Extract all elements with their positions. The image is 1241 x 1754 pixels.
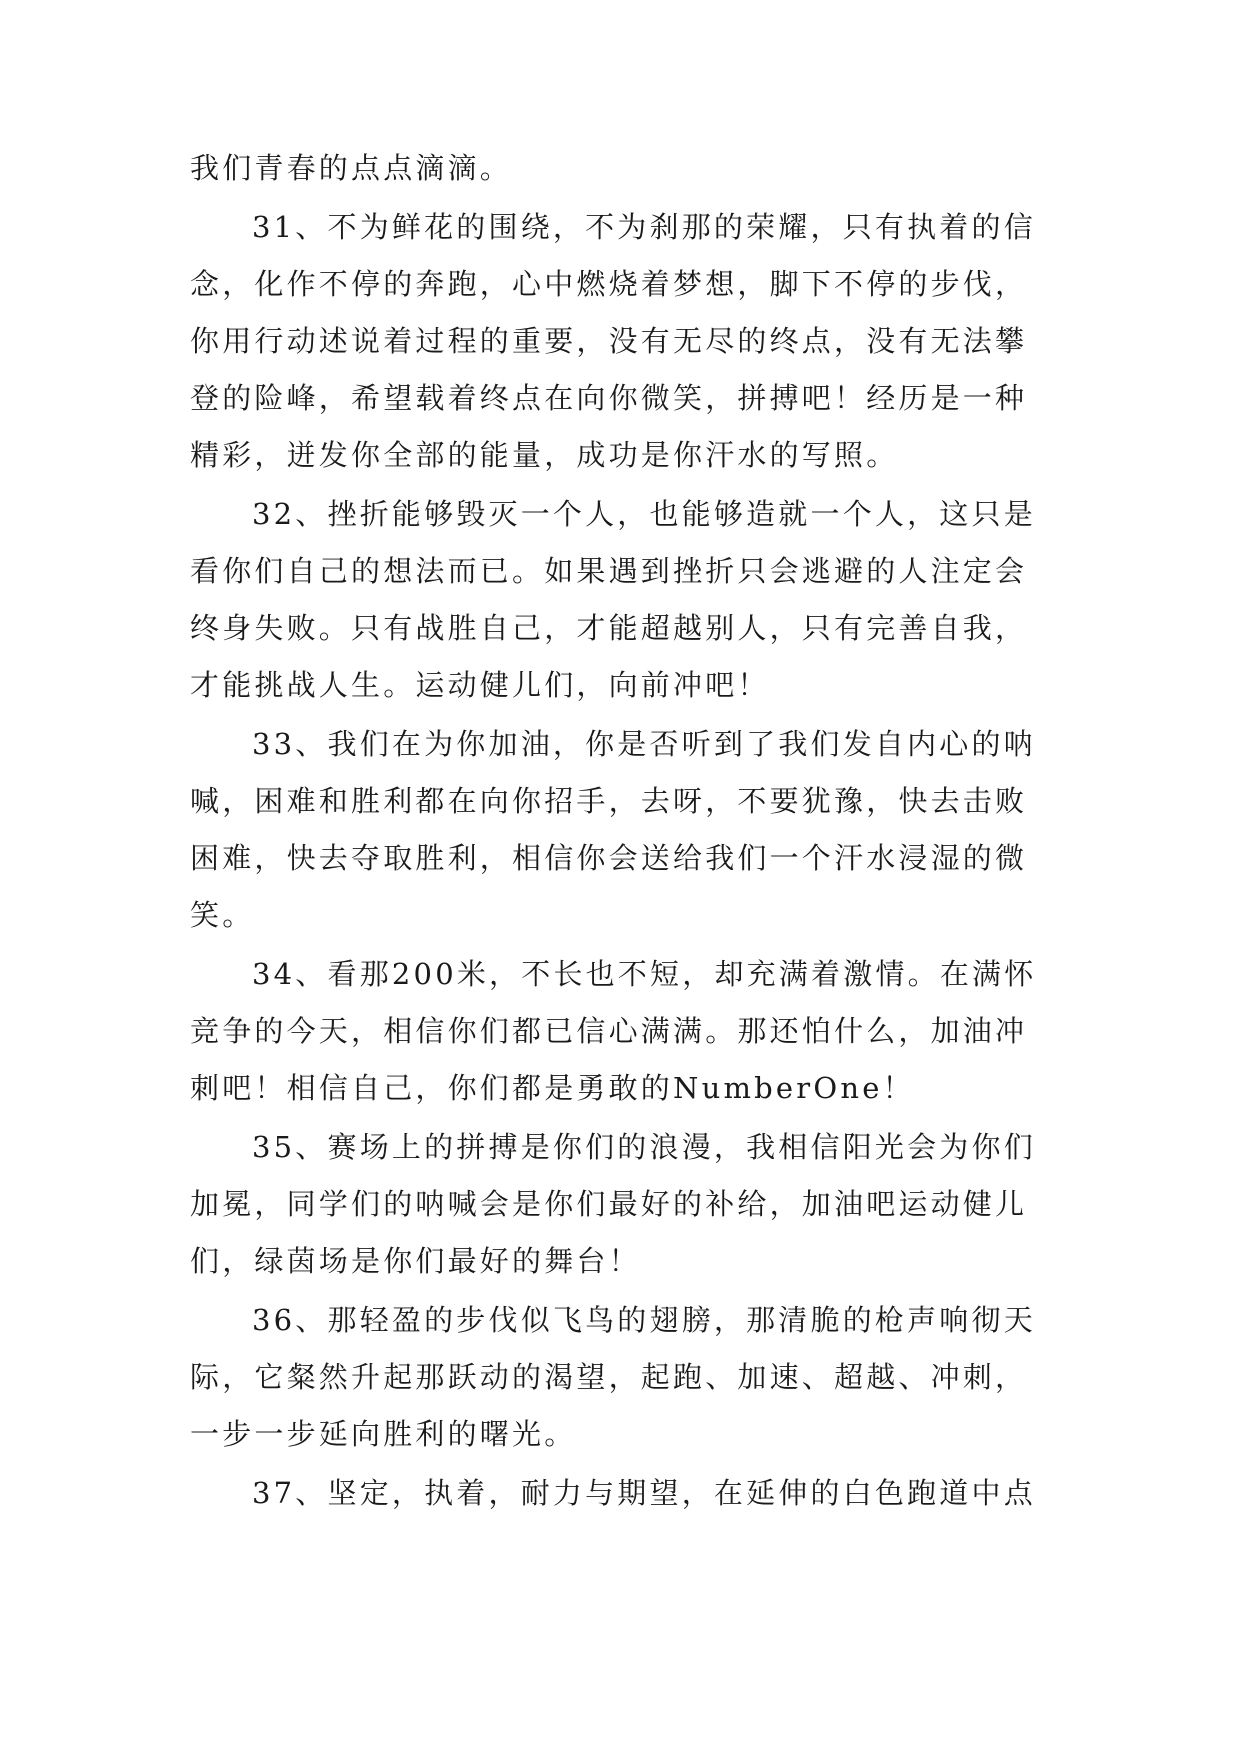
text-line: 困难，快去夺取胜利，相信你会送给我们一个汗水浸湿的微: [190, 841, 1028, 875]
paragraph-35-first-line: 35、赛场上的拼搏是你们的浪漫，我相信阳光会为你们: [252, 1130, 1036, 1164]
paragraph-31-first-line: 31、不为鲜花的围绕，不为刹那的荣耀，只有执着的信: [252, 210, 1036, 244]
text-line: 笑。: [190, 898, 255, 932]
text-line: 登的险峰，希望载着终点在向你微笑，拼搏吧！经历是一种: [190, 381, 1028, 415]
text-line: 喊，困难和胜利都在向你招手，去呀，不要犹豫，快去击败: [190, 784, 1028, 818]
paragraph-32-first-line: 32、挫折能够毁灭一个人，也能够造就一个人，这只是: [252, 497, 1036, 531]
text-line: 念，化作不停的奔跑，心中燃烧着梦想，脚下不停的步伐，: [190, 267, 1028, 301]
text-line: 一步一步延向胜利的曙光。: [190, 1417, 577, 1451]
text-line: 精彩，迸发你全部的能量，成功是你汗水的写照。: [190, 438, 899, 472]
paragraph-33-first-line: 33、我们在为你加油，你是否听到了我们发自内心的呐: [252, 727, 1036, 761]
text-line: 刺吧！相信自己，你们都是勇敢的NumberOne！: [190, 1071, 915, 1105]
text-line: 竞争的今天，相信你们都已信心满满。那还怕什么，加油冲: [190, 1014, 1028, 1048]
text-line: 加冕，同学们的呐喊会是你们最好的补给，加油吧运动健儿: [190, 1187, 1028, 1221]
text-line: 际，它粲然升起那跃动的渴望，起跑、加速、超越、冲刺，: [190, 1360, 1028, 1394]
text-line: 们，绿茵场是你们最好的舞台！: [190, 1244, 641, 1278]
paragraph-36-first-line: 36、那轻盈的步伐似飞鸟的翅膀，那清脆的枪声响彻天: [252, 1303, 1036, 1337]
text-line: 你用行动述说着过程的重要，没有无尽的终点，没有无法攀: [190, 324, 1028, 358]
text-line: 终身失败。只有战胜自己，才能超越别人，只有完善自我，: [190, 611, 1028, 645]
text-line: 我们青春的点点滴滴。: [190, 151, 513, 185]
text-line: 看你们自己的想法而已。如果遇到挫折只会逃避的人注定会: [190, 554, 1028, 588]
paragraph-37-first-line: 37、坚定，执着，耐力与期望，在延伸的白色跑道中点: [252, 1476, 1036, 1510]
text-line: 才能挑战人生。运动健儿们，向前冲吧！: [190, 668, 770, 702]
paragraph-34-first-line: 34、看那200米，不长也不短，却充满着激情。在满怀: [252, 957, 1037, 991]
